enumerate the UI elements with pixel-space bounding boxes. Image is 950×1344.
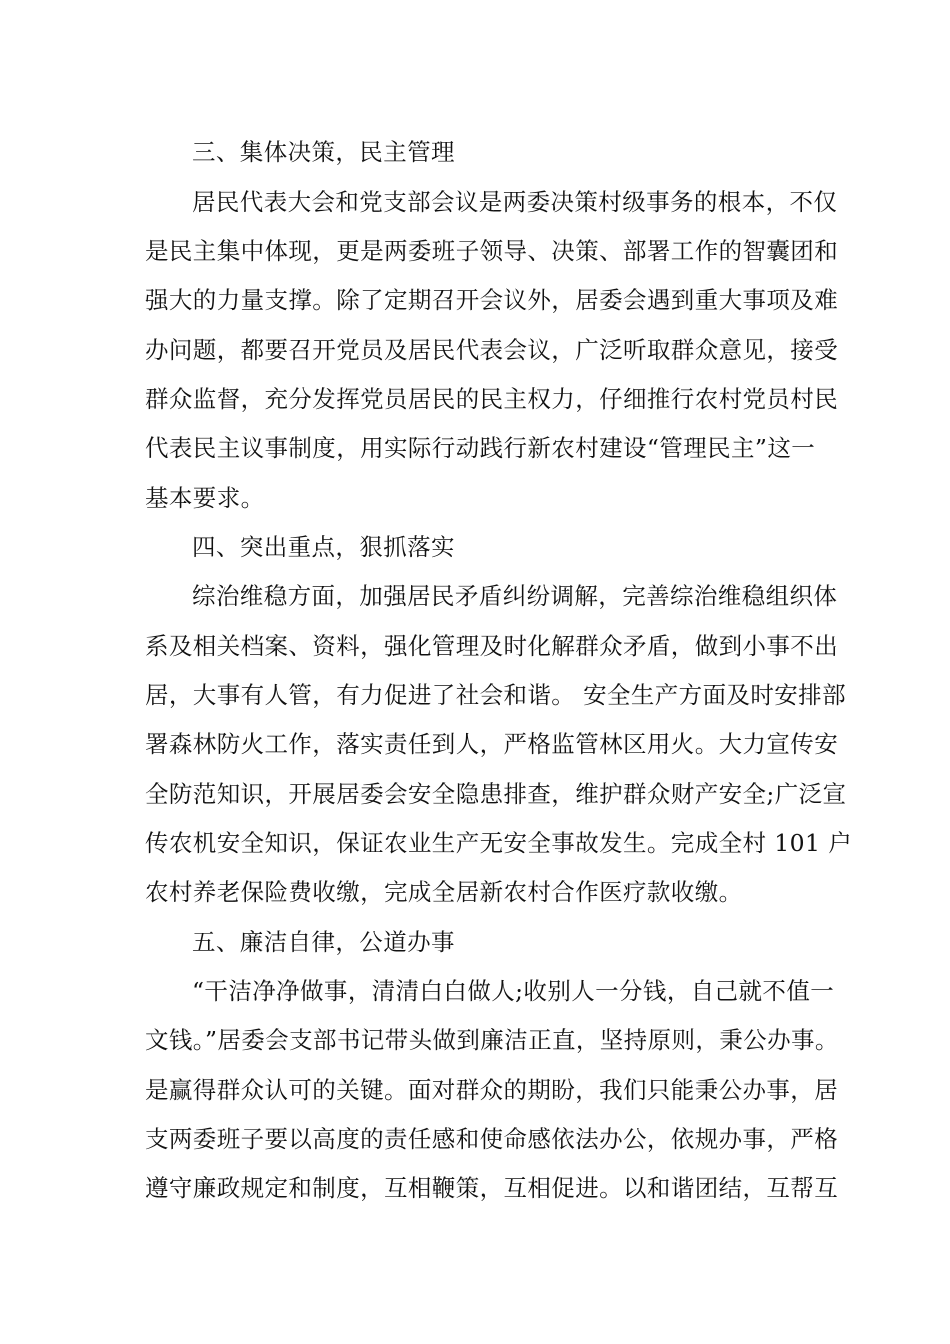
paragraph-line: 文钱。”居委会支部书记带头做到廉洁正直，坚持原则，秉公办事。 <box>145 1026 839 1054</box>
paragraph-line: “干洁净净做事，清清白白做人;收别人一分钱，自己就不值一 <box>192 977 835 1005</box>
paragraph-line: 是赢得群众认可的关键。面对群众的期盼，我们只能秉公办事，居 <box>145 1076 839 1104</box>
paragraph-line: 基本要求。 <box>145 484 265 512</box>
paragraph-line: 办问题，都要召开党员及居民代表会议，广泛听取群众意见，接受 <box>145 336 839 364</box>
paragraph-line: 系及相关档案、资料，强化管理及时化解群众矛盾，做到小事不出 <box>145 632 839 660</box>
section-heading-3: 三、集体决策，民主管理 <box>192 138 455 166</box>
paragraph-line: 农村养老保险费收缴，完成全居新农村合作医疗款收缴。 <box>145 878 743 906</box>
paragraph-line: 是民主集中体现，更是两委班子领导、决策、部署工作的智囊团和 <box>145 237 839 265</box>
paragraph-line: 强大的力量支撑。除了定期召开会议外，居委会遇到重大事项及难 <box>145 286 839 314</box>
paragraph-line: 传农机安全知识，保证农业生产无安全事故发生。完成全村 101 户 <box>145 829 853 857</box>
paragraph-line: 遵守廉政规定和制度，互相鞭策，互相促进。以和谐团结，互帮互 <box>145 1174 839 1202</box>
paragraph-line: 综治维稳方面，加强居民矛盾纠纷调解，完善综治维稳组织体 <box>192 582 838 610</box>
paragraph-line: 居，大事有人管，有力促进了社会和谐。 安全生产方面及时安排部 <box>145 681 846 709</box>
paragraph-line: 支两委班子要以高度的责任感和使命感依法办公，依规办事，严格 <box>145 1125 839 1153</box>
paragraph-line: 署森林防火工作，落实责任到人，严格监管林区用火。大力宣传安 <box>145 730 839 758</box>
section-heading-4: 四、突出重点，狠抓落实 <box>192 533 455 561</box>
paragraph-line: 代表民主议事制度，用实际行动践行新农村建设“管理民主”这一 <box>145 434 816 462</box>
paragraph-line: 居民代表大会和党支部会议是两委决策村级事务的根本，不仅 <box>192 188 838 216</box>
paragraph-line: 群众监督，充分发挥党员居民的民主权力，仔细推行农村党员村民 <box>145 385 839 413</box>
section-heading-5: 五、廉洁自律，公道办事 <box>192 928 455 956</box>
paragraph-line: 全防范知识，开展居委会安全隐患排查，维护群众财产安全;广泛宣 <box>145 780 847 808</box>
